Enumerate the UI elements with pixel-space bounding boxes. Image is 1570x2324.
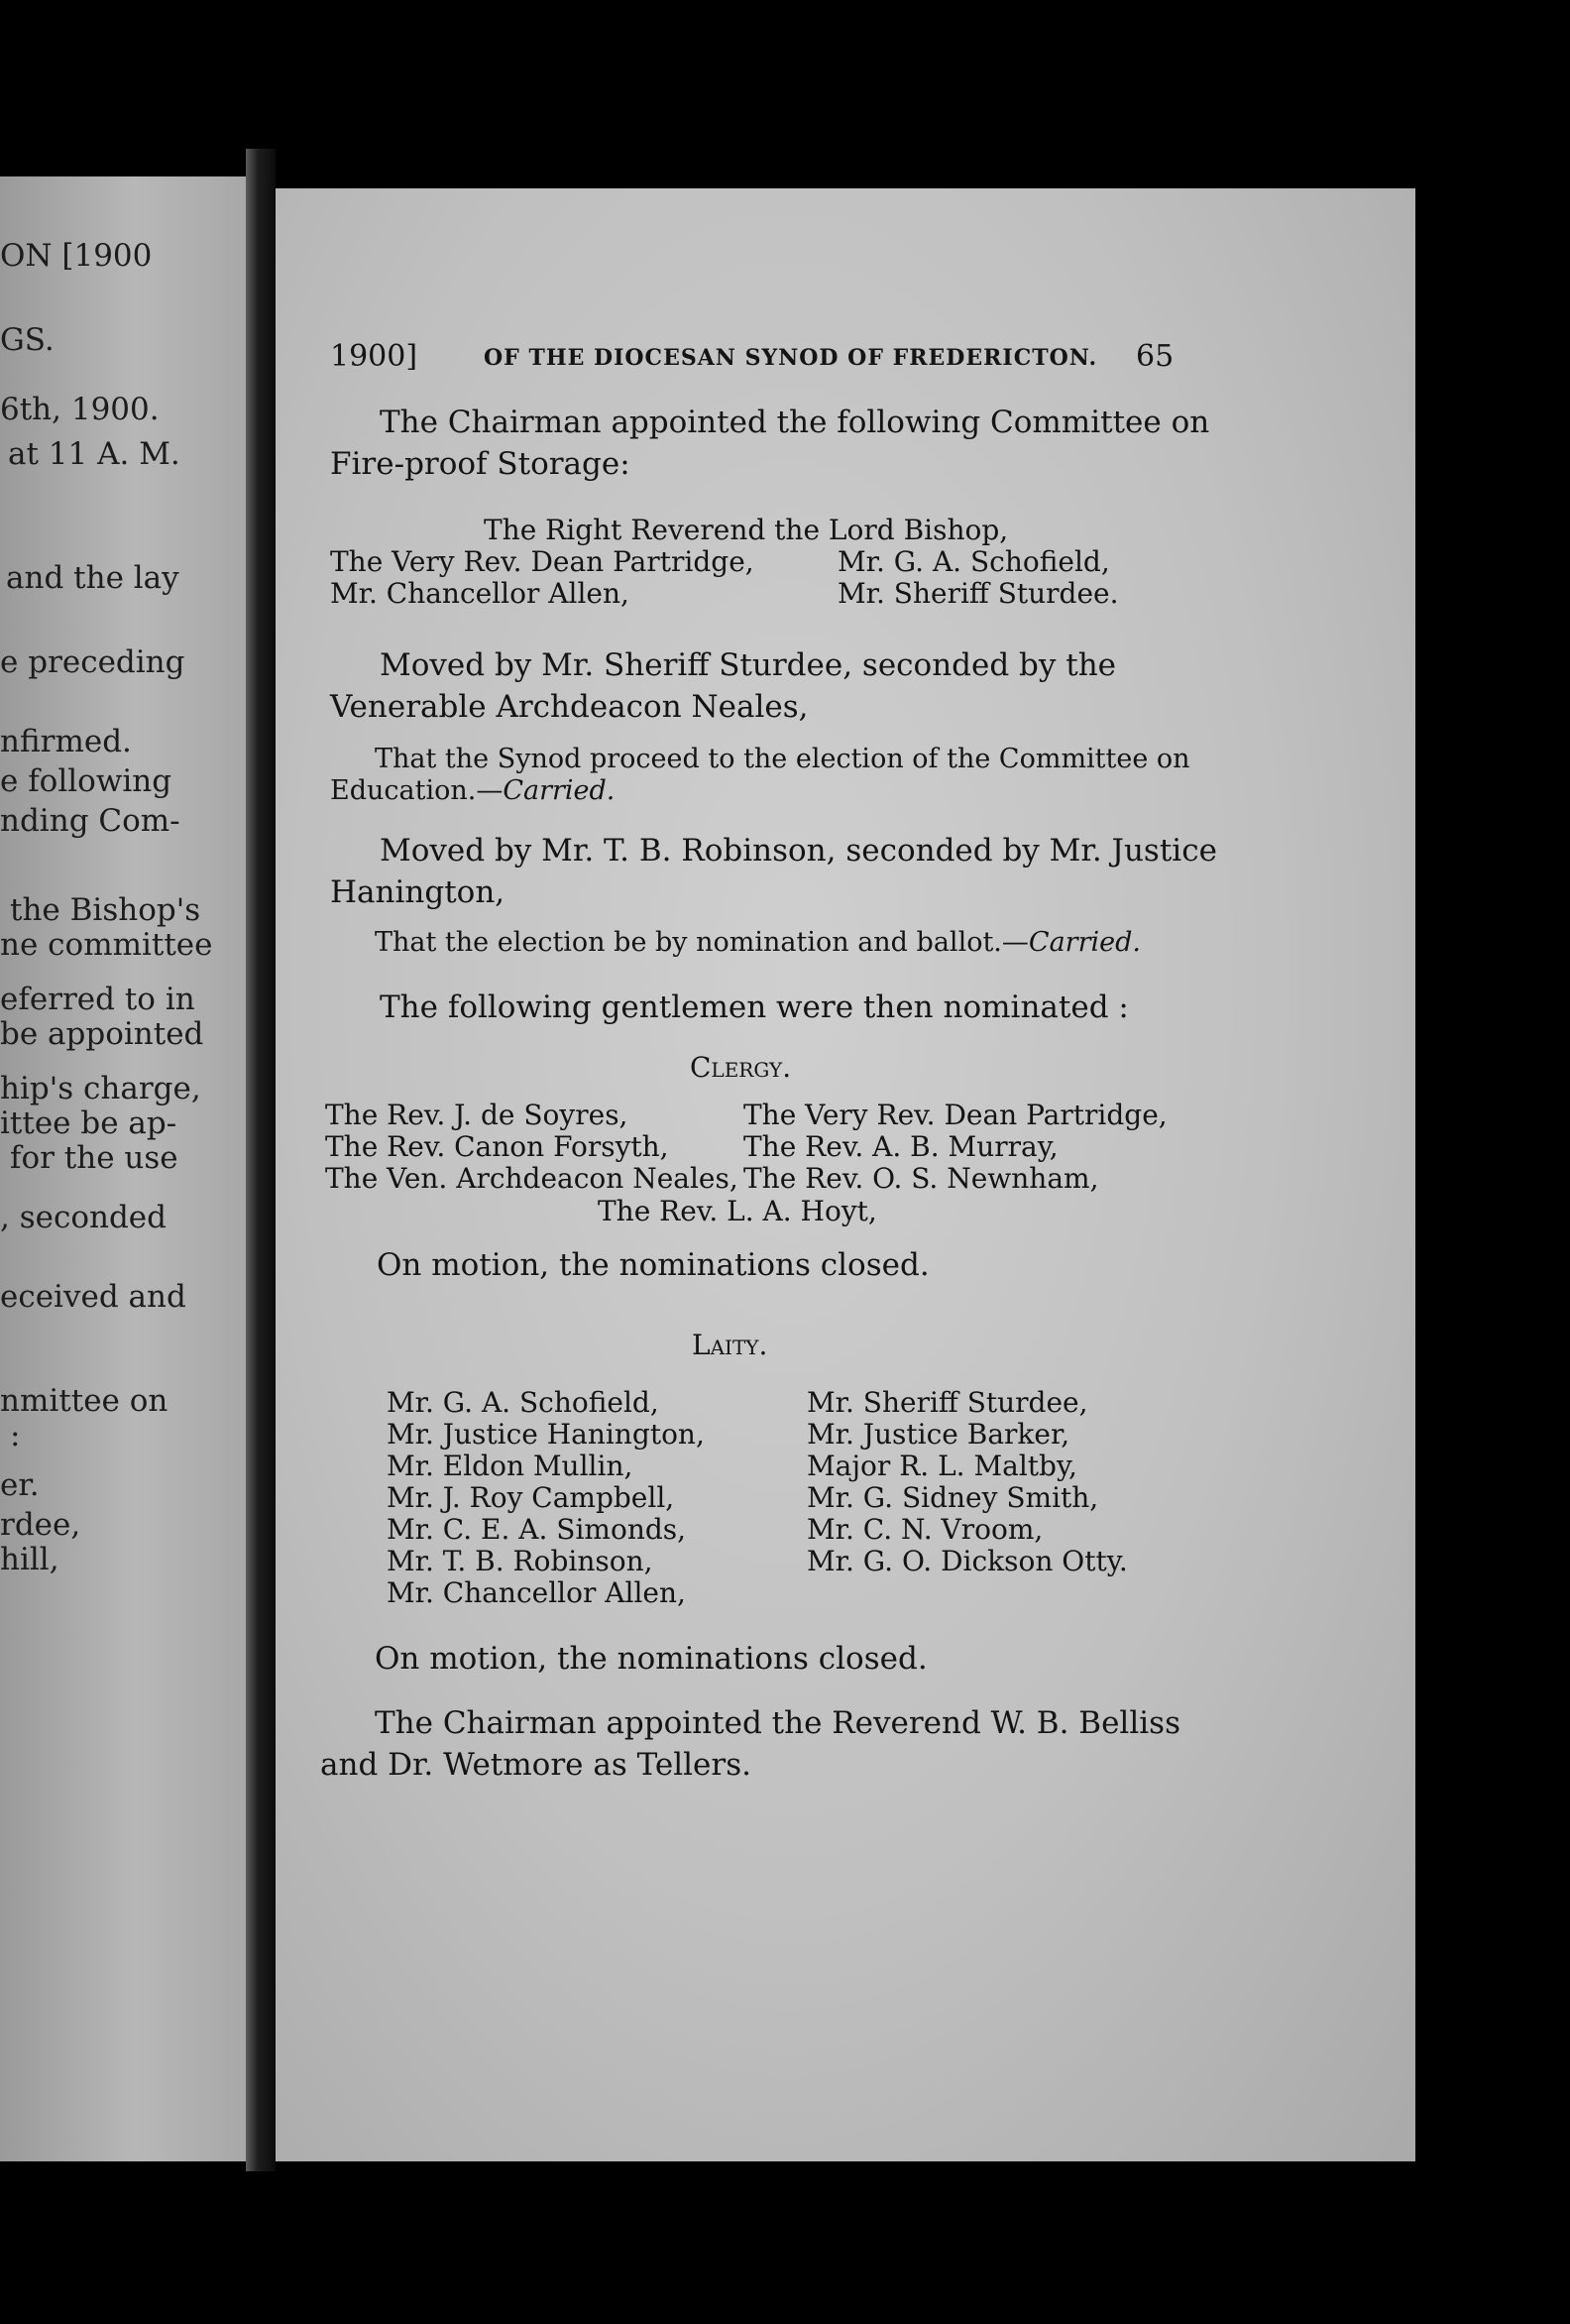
- clergy-nominee: The Ven. Archdeacon Neales,: [325, 1162, 738, 1195]
- laity-nominee: Mr. G. A. Schofield,: [387, 1386, 659, 1419]
- laity-nominee: Mr. T. B. Robinson,: [387, 1545, 653, 1577]
- laity-heading: Laity.: [692, 1329, 768, 1361]
- facing-page-line: ittee be ap-: [0, 1105, 177, 1141]
- motion1-resolution-line1: That the Synod proceed to the election of the Committee on: [375, 744, 1190, 774]
- fireproof-member: Mr. G. A. Schofield,: [838, 545, 1110, 578]
- facing-page-line: er.: [0, 1467, 40, 1503]
- facing-page-line: nmittee on: [0, 1383, 168, 1419]
- facing-page-line: eferred to in: [0, 982, 195, 1017]
- clergy-nominee: The Rev. A. B. Murray,: [743, 1130, 1059, 1163]
- book-gutter: [246, 149, 276, 2171]
- facing-page-line: ne committee: [0, 927, 213, 963]
- fireproof-intro-line1: The Chairman appointed the following Committee on: [380, 405, 1210, 440]
- tellers-line2: and Dr. Wetmore as Tellers.: [320, 1747, 751, 1783]
- motion1-resolution-line2: Education.—Carried.: [330, 775, 616, 806]
- motion2-line1: Moved by Mr. T. B. Robinson, seconded by Mr. Justice: [380, 833, 1217, 869]
- page-number: 65: [1136, 339, 1175, 374]
- fireproof-member: Mr. Chancellor Allen,: [330, 577, 629, 610]
- facing-page-line: rdee,: [0, 1507, 81, 1543]
- fireproof-intro-line2: Fire-proof Storage:: [330, 446, 630, 482]
- facing-page-line: and the lay: [6, 560, 179, 596]
- laity-nominee: Mr. Sheriff Sturdee,: [807, 1386, 1088, 1419]
- motion1-line1: Moved by Mr. Sheriff Sturdee, seconded by the: [380, 647, 1117, 683]
- tellers-line1: The Chairman appointed the Reverend W. B. Belliss: [375, 1705, 1180, 1741]
- clergy-nominee: The Rev. Canon Forsyth,: [325, 1130, 669, 1163]
- clergy-closed: On motion, the nominations closed.: [377, 1247, 930, 1283]
- laity-nominee: Mr. Eldon Mullin,: [387, 1450, 633, 1482]
- facing-page-line: ON [1900: [0, 238, 153, 274]
- laity-nominee: Mr. G. O. Dickson Otty.: [807, 1545, 1128, 1577]
- facing-page-line: e following: [0, 763, 172, 799]
- header-year: 1900]: [330, 339, 418, 374]
- laity-nominee: Mr. J. Roy Campbell,: [387, 1481, 675, 1514]
- fireproof-member: Mr. Sheriff Sturdee.: [838, 577, 1119, 610]
- facing-page-line: nfirmed.: [0, 724, 132, 759]
- running-title: OF THE DIOCESAN SYNOD OF FREDERICTON.: [484, 345, 1098, 371]
- carried-result: Carried.: [1028, 927, 1141, 958]
- facing-page-line: at 11 A. M.: [8, 436, 180, 472]
- facing-page-line: eceived and: [0, 1279, 186, 1315]
- facing-page-line: nding Com-: [0, 803, 180, 839]
- facing-page-line: the Bishop's: [10, 892, 201, 928]
- motion2-line2: Hanington,: [330, 874, 505, 910]
- clergy-heading: Clergy.: [690, 1051, 792, 1084]
- facing-page-fragment: [0, 176, 246, 2161]
- facing-page-line: hip's charge,: [0, 1071, 201, 1106]
- laity-nominee: Mr. C. E. A. Simonds,: [387, 1513, 687, 1546]
- motion1-line2: Venerable Archdeacon Neales,: [330, 689, 809, 725]
- laity-nominee: Mr. C. N. Vroom,: [807, 1513, 1044, 1546]
- fireproof-bishop: The Right Reverend the Lord Bishop,: [484, 514, 1009, 546]
- facing-page-line: , seconded: [0, 1200, 167, 1235]
- facing-page-line: for the use: [10, 1140, 178, 1176]
- laity-nominee: Mr. Justice Barker,: [807, 1418, 1070, 1451]
- facing-page-line: 6th, 1900.: [0, 392, 160, 427]
- facing-page-line: :: [10, 1418, 21, 1453]
- page-65: [276, 188, 1415, 2161]
- motion2-resolution: That the election be by nomination and ballot.—Carried.: [375, 927, 1141, 958]
- nominations-intro: The following gentlemen were then nominated :: [380, 989, 1129, 1025]
- laity-nominee: Mr. Justice Hanington,: [387, 1418, 705, 1451]
- clergy-nominee: The Very Rev. Dean Partridge,: [743, 1099, 1168, 1131]
- carried-result: Carried.: [503, 775, 616, 806]
- fireproof-member: The Very Rev. Dean Partridge,: [330, 545, 754, 578]
- clergy-nominee: The Rev. J. de Soyres,: [325, 1099, 628, 1131]
- clergy-nominee: The Rev. O. S. Newnham,: [743, 1162, 1099, 1195]
- laity-nominee: Major R. L. Maltby,: [807, 1450, 1077, 1482]
- facing-page-line: e preceding: [0, 644, 185, 680]
- laity-nominee: Mr. G. Sidney Smith,: [807, 1481, 1099, 1514]
- laity-closed: On motion, the nominations closed.: [375, 1641, 928, 1677]
- facing-page-line: GS.: [0, 322, 55, 358]
- clergy-nominee: The Rev. L. A. Hoyt,: [598, 1195, 877, 1227]
- facing-page-line: be appointed: [0, 1016, 204, 1052]
- facing-page-line: hill,: [0, 1542, 59, 1577]
- laity-nominee: Mr. Chancellor Allen,: [387, 1576, 686, 1609]
